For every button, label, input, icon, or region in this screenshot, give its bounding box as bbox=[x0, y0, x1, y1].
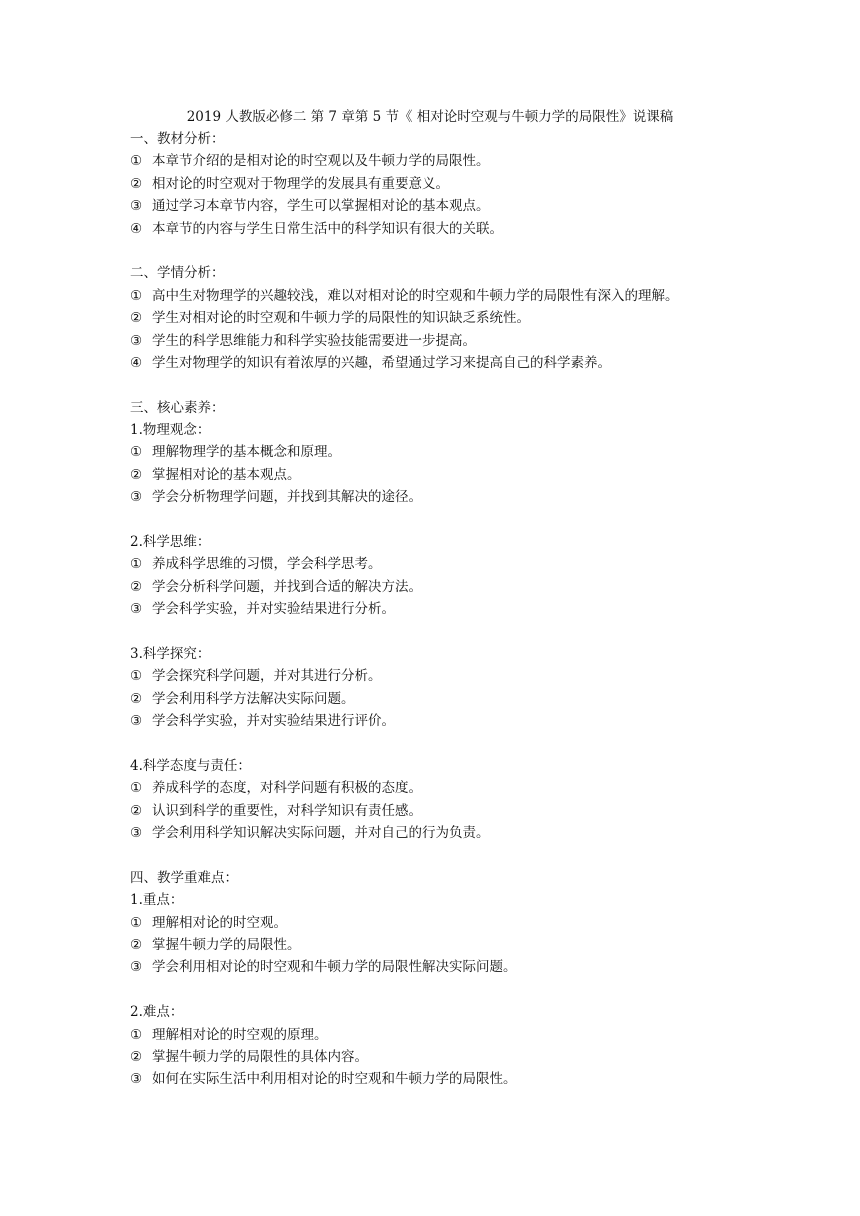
item-number: ③ bbox=[130, 825, 143, 842]
list-item bbox=[130, 665, 830, 687]
blank-line bbox=[130, 509, 830, 531]
item-text: 学会科学实验，并对实验结果进行分析。 bbox=[152, 601, 395, 618]
subsection-heading: 3.科学探究： bbox=[130, 645, 211, 662]
list-item bbox=[130, 195, 830, 217]
item-number: ② bbox=[130, 690, 143, 707]
item-text: 理解相对论的时空观的原理。 bbox=[152, 1026, 328, 1043]
list-item bbox=[130, 912, 830, 934]
item-number: ③ bbox=[130, 489, 143, 506]
item-text: 通过学习本章节内容，学生可以掌握相对论的基本观点。 bbox=[152, 198, 490, 215]
item-text: 本章节介绍的是相对论的时空观以及牛顿力学的局限性。 bbox=[152, 153, 490, 170]
item-text: 学生对相对论的时空观和牛顿力学的局限性的知识缺乏系统性。 bbox=[152, 310, 530, 327]
item-number: ② bbox=[130, 310, 143, 327]
list-item bbox=[130, 1024, 830, 1046]
subsection-heading: 1.重点： bbox=[130, 892, 184, 909]
item-number: ① bbox=[130, 780, 143, 797]
list-item bbox=[130, 710, 830, 732]
item-text: 学会探究科学问题，并对其进行分析。 bbox=[152, 668, 382, 685]
item-text: 高中生对物理学的兴趣较浅，难以对相对论的时空观和牛顿力学的局限性有深入的理解。 bbox=[152, 287, 679, 304]
item-text: 学会利用科学方法解决实际问题。 bbox=[152, 690, 355, 707]
item-text: 学会利用相对论的时空观和牛顿力学的局限性解决实际问题。 bbox=[152, 959, 517, 976]
item-text: 学会科学实验，并对实验结果进行评价。 bbox=[152, 713, 395, 730]
item-number: ② bbox=[130, 937, 143, 954]
item-text: 如何在实际生活中利用相对论的时空观和牛顿力学的局限性。 bbox=[152, 1071, 517, 1088]
list-item bbox=[130, 285, 830, 307]
item-text: 学会分析物理学问题，并找到其解决的途径。 bbox=[152, 489, 422, 506]
subsection-heading: 1.物理观念： bbox=[130, 422, 211, 439]
list-item bbox=[130, 800, 830, 822]
item-text: 学生对物理学的知识有着浓厚的兴趣，希望通过学习来提高自己的科学素养。 bbox=[152, 354, 611, 371]
list-item bbox=[130, 464, 830, 486]
list-item bbox=[130, 307, 830, 329]
list-item bbox=[130, 688, 830, 710]
item-number: ② bbox=[130, 802, 143, 819]
list-item bbox=[130, 441, 830, 463]
section-heading: 二、学情分析： bbox=[130, 265, 225, 282]
item-number: ③ bbox=[130, 713, 143, 730]
item-number: ③ bbox=[130, 959, 143, 976]
item-number: ③ bbox=[130, 198, 143, 215]
list-item bbox=[130, 576, 830, 598]
list-item bbox=[130, 553, 830, 575]
item-text: 理解物理学的基本概念和原理。 bbox=[152, 444, 341, 461]
item-number: ① bbox=[130, 914, 143, 931]
list-item bbox=[130, 150, 830, 172]
item-number: ② bbox=[130, 578, 143, 595]
list-item bbox=[130, 822, 830, 844]
item-text: 本章节的内容与学生日常生活中的科学知识有很大的关联。 bbox=[152, 220, 503, 237]
item-number: ③ bbox=[130, 332, 143, 349]
section-heading: 一、教材分析： bbox=[130, 131, 225, 147]
item-text: 掌握相对论的基本观点。 bbox=[152, 466, 301, 483]
item-number: ② bbox=[130, 466, 143, 483]
item-number: ① bbox=[130, 556, 143, 573]
blank-line bbox=[130, 374, 830, 396]
blank-line bbox=[130, 240, 830, 262]
item-text: 相对论的时空观对于物理学的发展具有重要意义。 bbox=[152, 175, 449, 192]
item-text: 学生的科学思维能力和科学实验技能需要进一步提高。 bbox=[152, 332, 476, 349]
item-number: ① bbox=[130, 444, 143, 461]
item-number: ① bbox=[130, 668, 143, 685]
list-item bbox=[130, 934, 830, 956]
list-item bbox=[130, 352, 830, 374]
document-title: 2019 人教版必修二 第 7 章第 5 节《 相对论时空观与牛顿力学的局限性》说课稿 bbox=[186, 109, 674, 125]
blank-line bbox=[130, 979, 830, 1001]
list-item bbox=[130, 330, 830, 352]
item-number: ② bbox=[130, 1049, 143, 1066]
item-number: ④ bbox=[130, 220, 143, 237]
item-text: 掌握牛顿力学的局限性的具体内容。 bbox=[152, 1049, 368, 1066]
list-item bbox=[130, 218, 830, 240]
item-number: ③ bbox=[130, 1071, 143, 1088]
item-number: ① bbox=[130, 1026, 143, 1043]
item-text: 学会利用科学知识解决实际问题，并对自己的行为负责。 bbox=[152, 825, 490, 842]
subsection-heading: 4.科学态度与责任： bbox=[130, 757, 251, 774]
item-text: 认识到科学的重要性，对科学知识有责任感。 bbox=[152, 802, 422, 819]
item-text: 学会分析科学问题，并找到合适的解决方法。 bbox=[152, 578, 422, 595]
list-item bbox=[130, 598, 830, 620]
subsection-heading: 2.科学思维： bbox=[130, 534, 211, 551]
section-heading: 四、教学重难点： bbox=[130, 869, 238, 886]
blank-line bbox=[130, 621, 830, 643]
item-number: ① bbox=[130, 287, 143, 304]
item-number: ④ bbox=[130, 354, 143, 371]
item-number: ② bbox=[130, 175, 143, 192]
item-text: 理解相对论的时空观。 bbox=[152, 914, 287, 931]
item-text: 掌握牛顿力学的局限性。 bbox=[152, 937, 301, 954]
list-item bbox=[130, 1046, 830, 1068]
item-number: ① bbox=[130, 153, 143, 170]
blank-line bbox=[130, 733, 830, 755]
list-item bbox=[130, 173, 830, 195]
list-item bbox=[130, 1068, 830, 1090]
section-heading: 三、核心素养： bbox=[130, 399, 225, 416]
item-number: ③ bbox=[130, 601, 143, 618]
item-text: 养成科学思维的习惯，学会科学思考。 bbox=[152, 556, 382, 573]
list-item bbox=[130, 956, 830, 978]
subsection-heading: 2.难点： bbox=[130, 1004, 184, 1021]
list-item bbox=[130, 486, 830, 508]
item-text: 养成科学的态度，对科学问题有积极的态度。 bbox=[152, 780, 422, 797]
list-item bbox=[130, 777, 830, 799]
blank-line bbox=[130, 845, 830, 867]
document-body bbox=[130, 128, 830, 1091]
